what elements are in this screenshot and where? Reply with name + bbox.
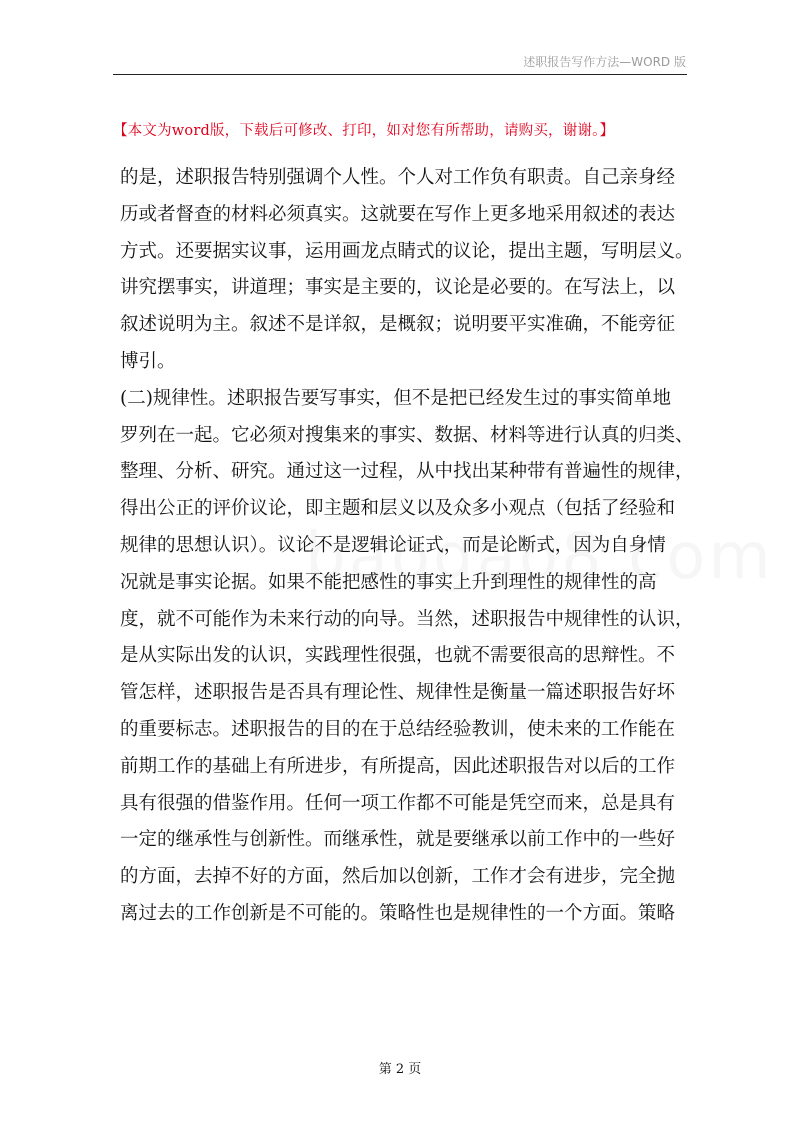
page-number: 第 2 页	[378, 1062, 422, 1077]
body-line: 叙述说明为主。叙述不是详叙，是概叙；说明要平实准确，不能旁征	[120, 314, 676, 336]
body-line: 一定的继承性与创新性。而继承性，就是要继承以前工作中的一些好	[120, 829, 676, 851]
body-line: 离过去的工作创新是不可能的。策略性也是规律性的一个方面。策略	[120, 902, 676, 924]
body-line: 的方面，去掉不好的方面，然后加以创新，工作才会有进步，完全抛	[120, 866, 676, 888]
body-line: 得出公正的评价议论，即主题和层义以及众多小观点（包括了经验和	[120, 498, 676, 520]
body-line: 具有很强的借鉴作用。任何一项工作都不可能是凭空而来，总是具有	[120, 792, 676, 814]
body-line: 规律的思想认识）。议论不是逻辑论证式，而是论断式，因为自身情	[120, 534, 666, 556]
body-line: 度，就不可能作为未来行动的向导。当然，述职报告中规律性的认识，	[120, 608, 694, 630]
body-line: 况就是事实论据。如果不能把感性的事实上升到理性的规律性的高	[120, 571, 657, 593]
body-line: 管怎样，述职报告是否具有理论性、规律性是衡量一篇述职报告好坏	[120, 682, 676, 704]
body-line: 前期工作的基础上有所进步，有所提高，因此述职报告对以后的工作	[120, 755, 676, 777]
body-line: 罗列在一起。它必须对搜集来的事实、数据、材料等进行认真的归类、	[120, 424, 694, 446]
body-line: 博引。	[120, 350, 176, 372]
body-line: 历或者督查的材料必须真实。这就要在写作上更多地采用叙述的表达	[120, 203, 676, 225]
download-notice: 【本文为word版，下载后可修改、打印，如对您有所帮助，请购买，谢谢。】	[113, 123, 615, 139]
body-line: 是从实际出发的认识，实践理性很强，也就不需要很高的思辩性。不	[120, 645, 676, 667]
body-line: 方式。还要据实议事，运用画龙点睛式的议论，提出主题，写明层义。	[120, 240, 694, 262]
body-line: 整理、分析、研究。通过这一过程，从中找出某种带有普遍性的规律，	[120, 461, 694, 483]
body-line: 的重要标志。述职报告的目的在于总结经验教训，使未来的工作能在	[120, 718, 676, 740]
body-line: (二)规律性。述职报告要写事实，但不是把已经发生过的事实简单地	[120, 387, 671, 409]
body-text	[120, 160, 694, 933]
body-line: 的是，述职报告特别强调个人性。个人对工作负有职责。自己亲身经	[120, 167, 676, 188]
body-line: 讲究摆事实，讲道理；事实是主要的，议论是必要的。在写法上，以	[120, 277, 676, 299]
running-header: 述职报告写作方法—WORD 版	[523, 55, 686, 69]
header-divider	[113, 74, 687, 75]
